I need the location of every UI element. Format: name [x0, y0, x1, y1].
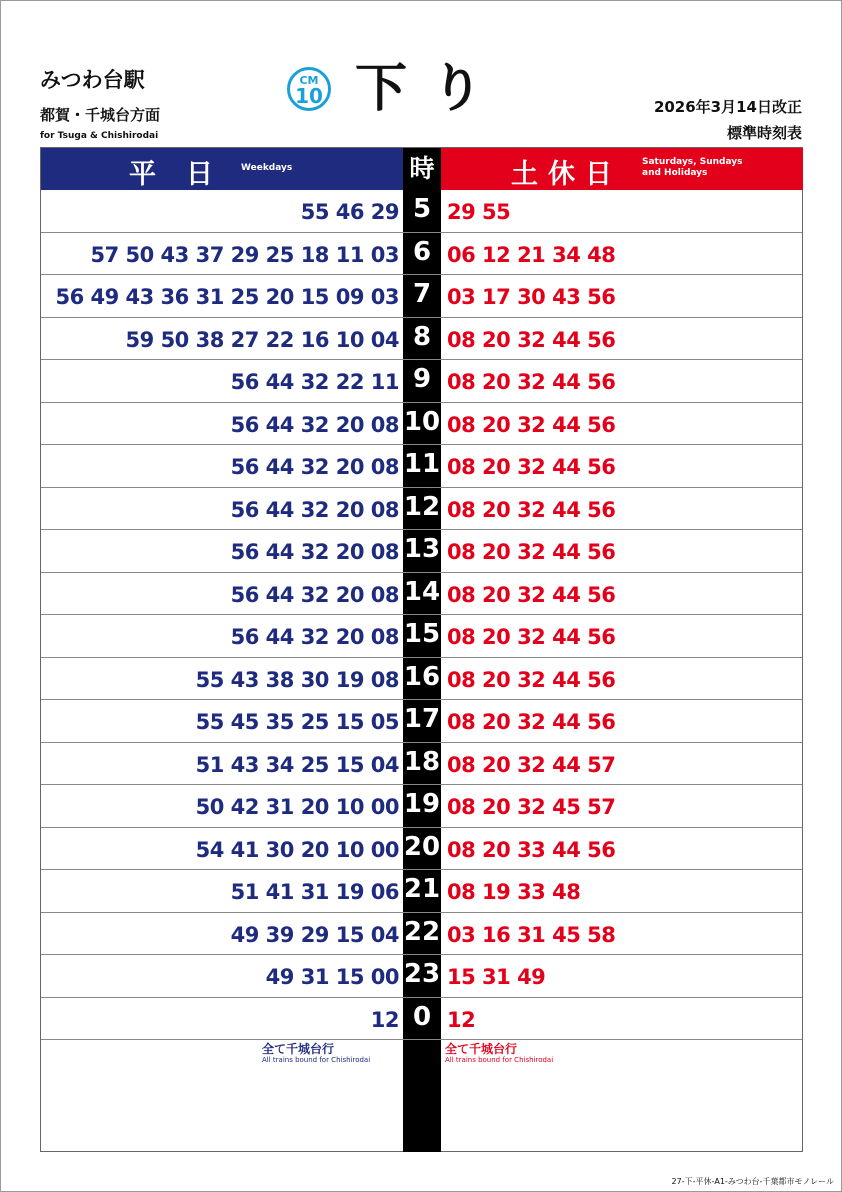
hour-cell: 6	[412, 236, 432, 267]
table-row	[41, 743, 802, 786]
table-row	[41, 403, 802, 446]
holiday-minutes: 08 20 33 44 56	[447, 837, 616, 862]
hour-cell: 22	[403, 916, 441, 947]
table-row	[41, 360, 802, 403]
table-row	[41, 658, 802, 701]
hour-cell: 16	[403, 661, 441, 692]
weekday-minutes: 56 44 32 20 08	[230, 625, 399, 649]
holiday-header	[441, 148, 803, 190]
hour-cell: 5	[412, 194, 432, 224]
weekday-minutes: 49 39 29 15 04	[230, 922, 399, 947]
holiday-header-label-en-line2: and Holidays	[642, 168, 708, 178]
station-name: みつわ台駅	[40, 68, 145, 92]
hour-cell: 21	[403, 874, 441, 904]
holiday-minutes: 08 20 32 44 56	[447, 370, 616, 394]
table-row	[41, 445, 802, 488]
hour-cell: 18	[403, 746, 441, 777]
weekday-minutes: 56 44 32 20 08	[230, 455, 399, 479]
weekday-minutes: 56 44 32 20 08	[230, 497, 399, 522]
table-row	[41, 615, 802, 658]
hour-cell: 14	[403, 576, 441, 607]
weekday-minutes: 54 41 30 20 10 00	[195, 837, 399, 862]
weekday-minutes: 55 45 35 25 15 05	[195, 710, 399, 734]
holiday-minutes: 08 20 32 44 56	[447, 540, 616, 564]
page-title: 下り	[355, 59, 508, 119]
holiday-note-en: All trains bound for Chishirodai	[445, 1056, 554, 1064]
holiday-minutes: 08 20 32 44 56	[447, 412, 616, 437]
table-row	[41, 785, 802, 828]
holiday-minutes: 06 12 21 34 48	[447, 242, 616, 267]
holiday-minutes: 08 20 32 44 56	[447, 497, 616, 522]
holiday-minutes: 08 20 32 44 56	[447, 625, 616, 649]
holiday-minutes: 15 31 49	[447, 965, 546, 989]
badge-line-code: CM	[299, 74, 319, 87]
hour-cell: 17	[403, 704, 441, 734]
holiday-minutes: 29 55	[447, 200, 511, 224]
holiday-note-jp: 全て千城台行	[445, 1042, 518, 1056]
holiday-minutes: 08 20 32 45 57	[447, 795, 616, 819]
weekday-minutes: 12	[370, 1007, 399, 1032]
badge-station-number: 10	[295, 84, 323, 108]
weekday-minutes: 59 50 38 27 22 16 10 04	[125, 327, 399, 352]
holiday-minutes: 08 20 32 44 56	[447, 710, 616, 734]
hour-cell: 12	[403, 491, 441, 522]
table-row	[41, 828, 802, 871]
holiday-minutes: 08 20 32 44 56	[447, 582, 616, 607]
holiday-minutes: 08 19 33 48	[447, 880, 581, 904]
hour-cell: 20	[403, 831, 441, 862]
holiday-header-label-en	[642, 157, 742, 179]
timetable-type: 標準時刻表	[726, 124, 802, 142]
timetable-rows	[41, 190, 802, 1040]
weekday-header	[41, 148, 403, 190]
weekday-minutes: 51 43 34 25 15 04	[195, 752, 399, 777]
table-row	[41, 190, 802, 233]
hour-cell: 15	[403, 619, 441, 649]
holiday-minutes: 03 17 30 43 56	[447, 285, 616, 309]
holiday-header-label-en-line1: Saturdays, Sundays	[642, 157, 743, 167]
table-row	[41, 573, 802, 616]
table-row	[41, 955, 802, 998]
holiday-minutes: 12	[447, 1007, 476, 1032]
direction-label-en: for Tsuga & Chishirodai	[40, 131, 159, 141]
weekday-minutes: 51 41 31 19 06	[230, 880, 399, 904]
hour-cell: 9	[412, 364, 432, 394]
weekday-minutes: 55 46 29	[300, 200, 399, 224]
weekday-minutes: 56 44 32 20 08	[230, 582, 399, 607]
table-row	[41, 233, 802, 276]
hour-cell: 8	[412, 321, 432, 352]
hour-header: 時	[403, 148, 441, 190]
weekday-note-jp: 全て千城台行	[262, 1042, 335, 1056]
table-row	[41, 530, 802, 573]
holiday-header-label: 土休日	[511, 159, 622, 190]
hour-cell: 13	[403, 534, 441, 564]
table-row	[41, 700, 802, 743]
footer-code: 27-下-平休-A1-みつわ台-千葉都市モノレール	[671, 1177, 834, 1186]
weekday-minutes: 56 49 43 36 31 25 20 15 09 03	[55, 285, 399, 309]
weekday-header-label: 平日	[129, 159, 243, 190]
weekday-minutes: 56 44 32 20 08	[230, 540, 399, 564]
weekday-minutes: 56 44 32 22 11	[230, 370, 399, 394]
table-row	[41, 275, 802, 318]
hour-cell: 23	[403, 959, 441, 989]
table-row	[41, 913, 802, 956]
hour-cell: 0	[412, 1001, 432, 1032]
weekday-minutes: 56 44 32 20 08	[230, 412, 399, 437]
hour-cell: 10	[403, 406, 441, 437]
table-row	[41, 488, 802, 531]
weekday-note	[262, 1043, 370, 1065]
table-row	[41, 870, 802, 913]
holiday-minutes: 08 20 32 44 56	[447, 667, 616, 692]
holiday-minutes: 08 20 32 44 57	[447, 752, 616, 777]
holiday-minutes: 03 16 31 45 58	[447, 922, 616, 947]
holiday-note	[445, 1043, 553, 1065]
table-row	[41, 318, 802, 361]
holiday-minutes: 08 20 32 44 56	[447, 455, 616, 479]
weekday-minutes: 49 31 15 00	[265, 965, 399, 989]
hour-cell: 7	[412, 279, 432, 309]
direction-label: 都賀・千城台方面	[40, 106, 161, 124]
holiday-minutes: 08 20 32 44 56	[447, 327, 616, 352]
weekday-minutes: 55 43 38 30 19 08	[195, 667, 399, 692]
weekday-header-label-en: Weekdays	[241, 163, 293, 173]
weekday-note-en: All trains bound for Chishirodai	[262, 1056, 371, 1064]
weekday-minutes: 57 50 43 37 29 25 18 11 03	[90, 242, 399, 267]
timetable	[40, 147, 803, 1152]
table-row	[41, 998, 802, 1041]
station-number-badge	[287, 67, 331, 111]
hour-cell: 19	[403, 789, 441, 819]
weekday-minutes: 50 42 31 20 10 00	[195, 795, 399, 819]
revision-date: 2026年3月14日改正	[653, 98, 802, 116]
hour-cell: 11	[403, 449, 441, 479]
